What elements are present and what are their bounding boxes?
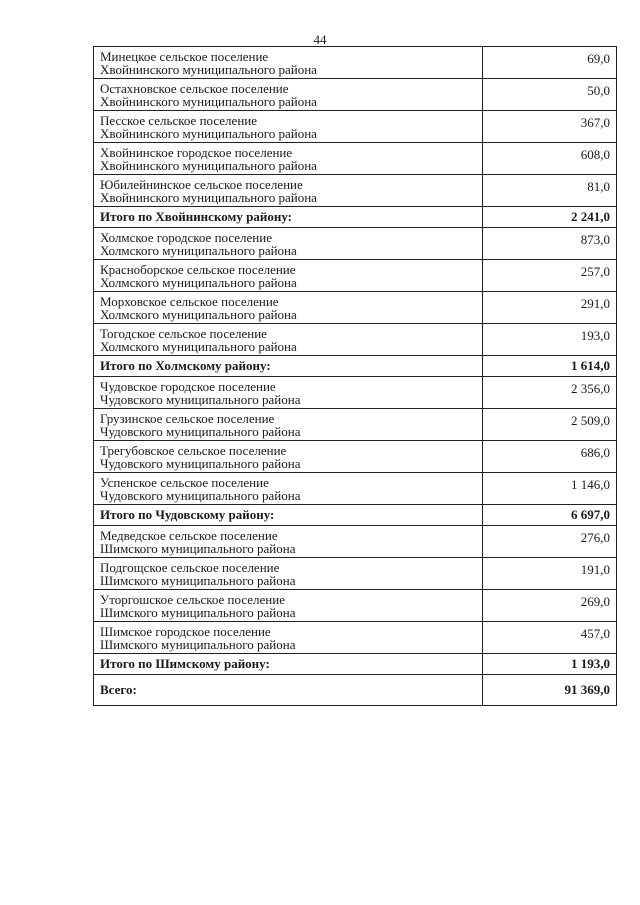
table-row (94, 79, 617, 111)
settlement-name-cell (94, 473, 483, 505)
district-total-label: Итого по Хвойнинскому району: (94, 207, 483, 228)
amount-cell: 276,0 (483, 526, 617, 558)
settlement-name: Подгощское сельское поселение (100, 560, 280, 575)
table-row (94, 526, 617, 558)
table-row (94, 590, 617, 622)
amount-cell: 2 509,0 (483, 409, 617, 441)
settlement-name-cell (94, 292, 483, 324)
page-number: 44 (313, 32, 327, 47)
amount-cell: 269,0 (483, 590, 617, 622)
district-name: Чудовского муниципального района (100, 391, 301, 407)
settlement-name: Уторгошское сельское поселение (100, 592, 285, 607)
table-row (94, 441, 617, 473)
district-total-row (94, 505, 617, 526)
table-row (94, 228, 617, 260)
settlement-name-cell (94, 143, 483, 175)
district-total-row (94, 356, 617, 377)
settlement-name: Тогодское сельское поселение (100, 326, 267, 341)
settlement-name-cell (94, 441, 483, 473)
settlement-name-cell (94, 47, 483, 79)
table-row (94, 324, 617, 356)
amount-cell: 2 356,0 (483, 377, 617, 409)
settlement-name: Юбилейнинское сельское поселение (100, 177, 303, 192)
settlement-name-cell (94, 377, 483, 409)
settlement-name: Грузинское сельское поселение (100, 411, 275, 426)
district-total-amount: 2 241,0 (483, 207, 617, 228)
district-name: Хвойнинского муниципального района (100, 189, 317, 205)
settlement-name: Песское сельское поселение (100, 113, 257, 128)
settlement-name: Остахновское сельское поселение (100, 81, 289, 96)
allocation-table-body (94, 47, 617, 706)
settlement-name: Медведское сельское поселение (100, 528, 278, 543)
district-name: Хвойнинского муниципального района (100, 93, 317, 109)
grand-total-row (94, 675, 617, 706)
settlement-name: Хвойнинское городское поселение (100, 145, 293, 160)
district-total-row (94, 654, 617, 675)
amount-cell: 257,0 (483, 260, 617, 292)
district-name: Шимского муниципального района (100, 636, 296, 652)
amount-cell: 367,0 (483, 111, 617, 143)
settlement-name: Шимское городское поселение (100, 624, 271, 639)
table-row (94, 558, 617, 590)
settlement-name-cell (94, 622, 483, 654)
table-row (94, 377, 617, 409)
settlement-name-cell (94, 409, 483, 441)
settlement-name: Красноборское сельское поселение (100, 262, 296, 277)
settlement-name-cell (94, 526, 483, 558)
settlement-name-cell (94, 590, 483, 622)
grand-total-amount: 91 369,0 (483, 675, 617, 706)
district-total-label: Итого по Чудовскому району: (94, 505, 483, 526)
district-name: Хвойнинского муниципального района (100, 157, 317, 173)
settlement-name-cell (94, 228, 483, 260)
district-name: Холмского муниципального района (100, 306, 297, 322)
table-row (94, 473, 617, 505)
district-name: Чудовского муниципального района (100, 455, 301, 471)
settlement-name: Холмское городское поселение (100, 230, 272, 245)
amount-cell: 457,0 (483, 622, 617, 654)
amount-cell: 193,0 (483, 324, 617, 356)
district-total-row (94, 207, 617, 228)
amount-cell: 69,0 (483, 47, 617, 79)
settlement-name: Минецкое сельское поселение (100, 49, 269, 64)
amount-cell: 608,0 (483, 143, 617, 175)
table-row (94, 260, 617, 292)
district-total-amount: 1 614,0 (483, 356, 617, 377)
district-name: Хвойнинского муниципального района (100, 61, 317, 77)
table-row (94, 47, 617, 79)
district-name: Холмского муниципального района (100, 274, 297, 290)
settlement-name-cell (94, 111, 483, 143)
amount-cell: 291,0 (483, 292, 617, 324)
settlement-name-cell (94, 175, 483, 207)
table-row (94, 143, 617, 175)
district-name: Чудовского муниципального района (100, 487, 301, 503)
district-name: Шимского муниципального района (100, 572, 296, 588)
amount-cell: 873,0 (483, 228, 617, 260)
settlement-name: Морховское сельское поселение (100, 294, 279, 309)
district-name: Шимского муниципального района (100, 540, 296, 556)
district-total-label: Итого по Холмскому району: (94, 356, 483, 377)
table-row (94, 622, 617, 654)
table-row (94, 292, 617, 324)
amount-cell: 81,0 (483, 175, 617, 207)
settlement-name-cell (94, 324, 483, 356)
district-name: Шимского муниципального района (100, 604, 296, 620)
settlement-name: Успенское сельское поселение (100, 475, 269, 490)
district-total-amount: 6 697,0 (483, 505, 617, 526)
district-total-amount: 1 193,0 (483, 654, 617, 675)
table-row (94, 175, 617, 207)
settlement-name-cell (94, 260, 483, 292)
settlement-name-cell (94, 79, 483, 111)
amount-cell: 1 146,0 (483, 473, 617, 505)
district-name: Хвойнинского муниципального района (100, 125, 317, 141)
settlement-name: Чудовское городское поселение (100, 379, 276, 394)
district-total-label: Итого по Шимскому району: (94, 654, 483, 675)
grand-total-label: Всего: (94, 675, 483, 706)
amount-cell: 686,0 (483, 441, 617, 473)
amount-cell: 191,0 (483, 558, 617, 590)
settlement-name-cell (94, 558, 483, 590)
amount-cell: 50,0 (483, 79, 617, 111)
table-row (94, 409, 617, 441)
district-name: Чудовского муниципального района (100, 423, 301, 439)
table-row (94, 111, 617, 143)
district-name: Холмского муниципального района (100, 338, 297, 354)
district-name: Холмского муниципального района (100, 242, 297, 258)
settlement-name: Трегубовское сельское поселение (100, 443, 287, 458)
allocation-table (93, 46, 617, 706)
